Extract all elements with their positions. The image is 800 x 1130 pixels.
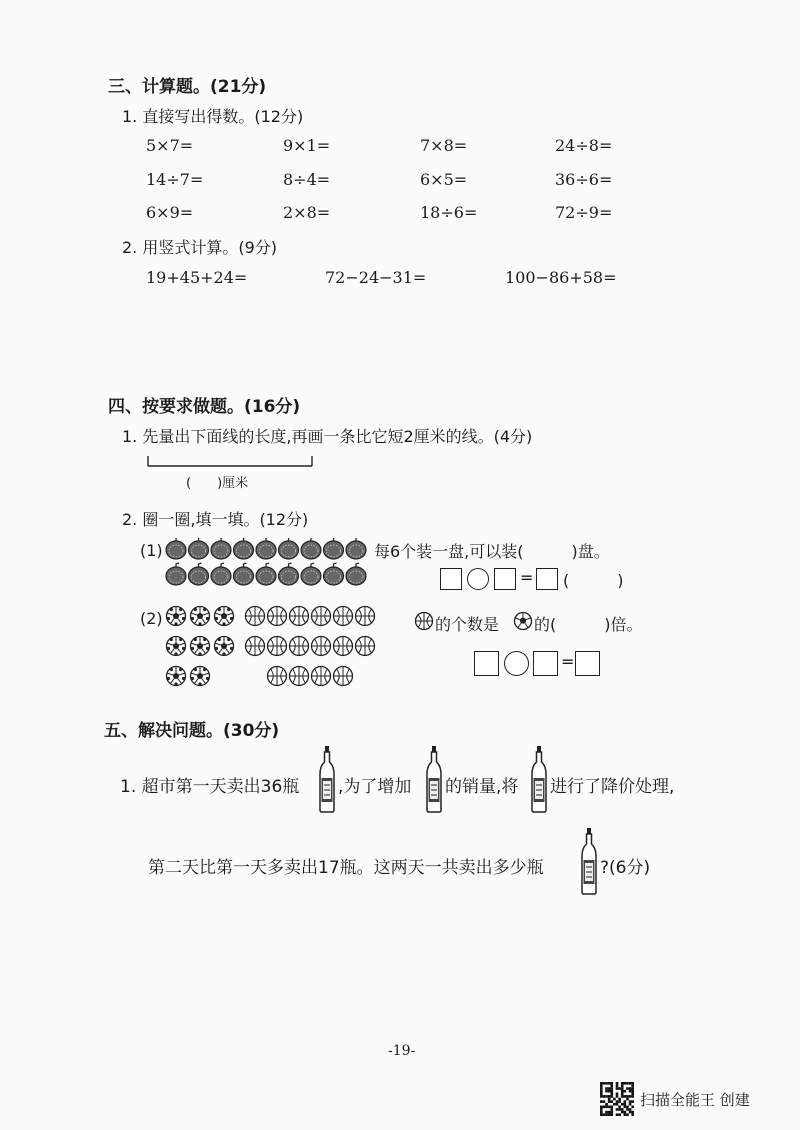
basketball-icon xyxy=(268,667,287,686)
fruit-icon xyxy=(234,563,254,585)
fruit-icon xyxy=(346,563,366,585)
basketball-icon xyxy=(334,607,353,626)
qr-code-icon xyxy=(600,1082,634,1116)
basketball-icon xyxy=(246,607,265,626)
equals-sign: = xyxy=(561,652,575,671)
fruit-icon xyxy=(301,563,321,585)
basketball-icon xyxy=(356,607,375,626)
mental-item: 24÷8= xyxy=(555,136,613,155)
basketball-icon xyxy=(312,667,331,686)
answer-box[interactable] xyxy=(536,568,558,590)
part-1-question: 每6个装一盘,可以装( )盘。 xyxy=(374,542,610,561)
mental-item: 7×8= xyxy=(420,136,468,155)
problem-1-line-1a: 1. 超市第一天卖出36瓶 xyxy=(120,777,300,797)
soccer-ball-icon xyxy=(191,607,210,626)
fruit-grid xyxy=(165,538,370,590)
basketball-icon xyxy=(334,637,353,656)
measure-answer-label: ( )厘米 xyxy=(186,476,249,491)
basketball-icon xyxy=(312,607,331,626)
basketball-group xyxy=(243,604,378,688)
fruit-icon xyxy=(346,538,366,559)
fruit-icon xyxy=(166,563,186,585)
part-2-label: (2) xyxy=(140,609,163,628)
basketball-icon xyxy=(290,637,309,656)
operator-circle[interactable] xyxy=(467,568,489,590)
soccer-ball-icon xyxy=(167,667,186,686)
basketball-icon xyxy=(290,607,309,626)
bottle-icon xyxy=(425,744,443,814)
vertical-calc-item: 72−24−31= xyxy=(325,268,427,287)
section-3-title: 三、计算题。(21分) xyxy=(108,77,267,97)
mental-item: 72÷9= xyxy=(555,203,613,222)
problem-1-line-1d: 进行了降价处理, xyxy=(550,777,675,797)
part-1-label: (1) xyxy=(140,541,163,560)
bottle-icon xyxy=(530,744,548,814)
mental-item: 6×9= xyxy=(146,203,194,222)
problem-1-line-1c: 的销量,将 xyxy=(445,777,519,797)
section-4-question-2: 2. 圈一圈,填一填。(12分) xyxy=(122,510,309,529)
unit-blank: ( ) xyxy=(563,571,624,590)
soccer-ball-icon xyxy=(191,637,210,656)
part-2-text-b: 的( )倍。 xyxy=(534,615,643,634)
mental-item: 2×8= xyxy=(283,203,331,222)
soccer-ball-icon xyxy=(215,607,234,626)
answer-box[interactable] xyxy=(494,568,516,590)
answer-box[interactable] xyxy=(474,651,499,676)
fruit-icon xyxy=(166,538,186,559)
bottle-icon xyxy=(318,744,336,814)
fruit-icon xyxy=(256,538,276,559)
mental-item: 9×1= xyxy=(283,136,331,155)
mental-item: 6×5= xyxy=(420,170,468,189)
section-4-title: 四、按要求做题。(16分) xyxy=(108,397,301,417)
soccer-ball-icon xyxy=(167,607,186,626)
soccer-ball-icon xyxy=(167,637,186,656)
fruit-icon xyxy=(211,538,231,559)
page-number: -19- xyxy=(388,1043,416,1059)
mental-item: 36÷6= xyxy=(555,170,613,189)
measure-line xyxy=(146,454,316,468)
fruit-icon xyxy=(211,563,231,585)
fruit-icon xyxy=(256,563,276,585)
basketball-icon xyxy=(246,637,265,656)
vertical-calc-item: 19+45+24= xyxy=(146,268,248,287)
fruit-icon xyxy=(189,563,209,585)
fruit-icon xyxy=(279,563,299,585)
mental-item: 8÷4= xyxy=(283,170,331,189)
problem-1-line-2b: ?(6分) xyxy=(600,858,651,878)
mental-item: 18÷6= xyxy=(420,203,478,222)
section-3-question-2: 2. 用竖式计算。(9分) xyxy=(122,238,278,257)
section-4-question-1: 1. 先量出下面线的长度,再画一条比它短2厘米的线。(4分) xyxy=(122,427,533,446)
part-2-text-a: 的个数是 xyxy=(435,615,500,634)
bottle-icon xyxy=(580,826,598,896)
basketball-icon xyxy=(356,637,375,656)
scanner-brand: 扫描全能王 创建 xyxy=(640,1091,750,1109)
fruit-icon xyxy=(301,538,321,559)
fruit-icon xyxy=(234,538,254,559)
basketball-icon xyxy=(268,637,287,656)
basketball-icon xyxy=(268,607,287,626)
fruit-icon xyxy=(189,538,209,559)
answer-box[interactable] xyxy=(440,568,462,590)
fruit-icon xyxy=(324,563,344,585)
basketball-icon xyxy=(334,667,353,686)
fruit-icon xyxy=(279,538,299,559)
basketball-icon xyxy=(312,637,331,656)
soccer-ball-icon xyxy=(191,667,210,686)
operator-circle[interactable] xyxy=(504,651,529,676)
problem-1-line-1b: ,为了增加 xyxy=(338,777,412,797)
problem-1-line-2a: 第二天比第一天多卖出17瓶。这两天一共卖出多少瓶 xyxy=(148,858,544,878)
soccer-ball-group xyxy=(165,604,237,688)
basketball-icon xyxy=(290,667,309,686)
equals-sign: = xyxy=(520,568,534,587)
soccer-ball-icon xyxy=(215,637,234,656)
answer-box[interactable] xyxy=(533,651,558,676)
answer-box[interactable] xyxy=(575,651,600,676)
section-5-title: 五、解决问题。(30分) xyxy=(104,721,280,741)
mental-item: 5×7= xyxy=(146,136,194,155)
basketball-icon xyxy=(414,611,434,631)
section-3-question-1: 1. 直接写出得数。(12分) xyxy=(122,107,304,126)
vertical-calc-item: 100−86+58= xyxy=(505,268,617,287)
mental-item: 14÷7= xyxy=(146,170,204,189)
fruit-icon xyxy=(324,538,344,559)
soccer-ball-icon xyxy=(513,611,533,631)
